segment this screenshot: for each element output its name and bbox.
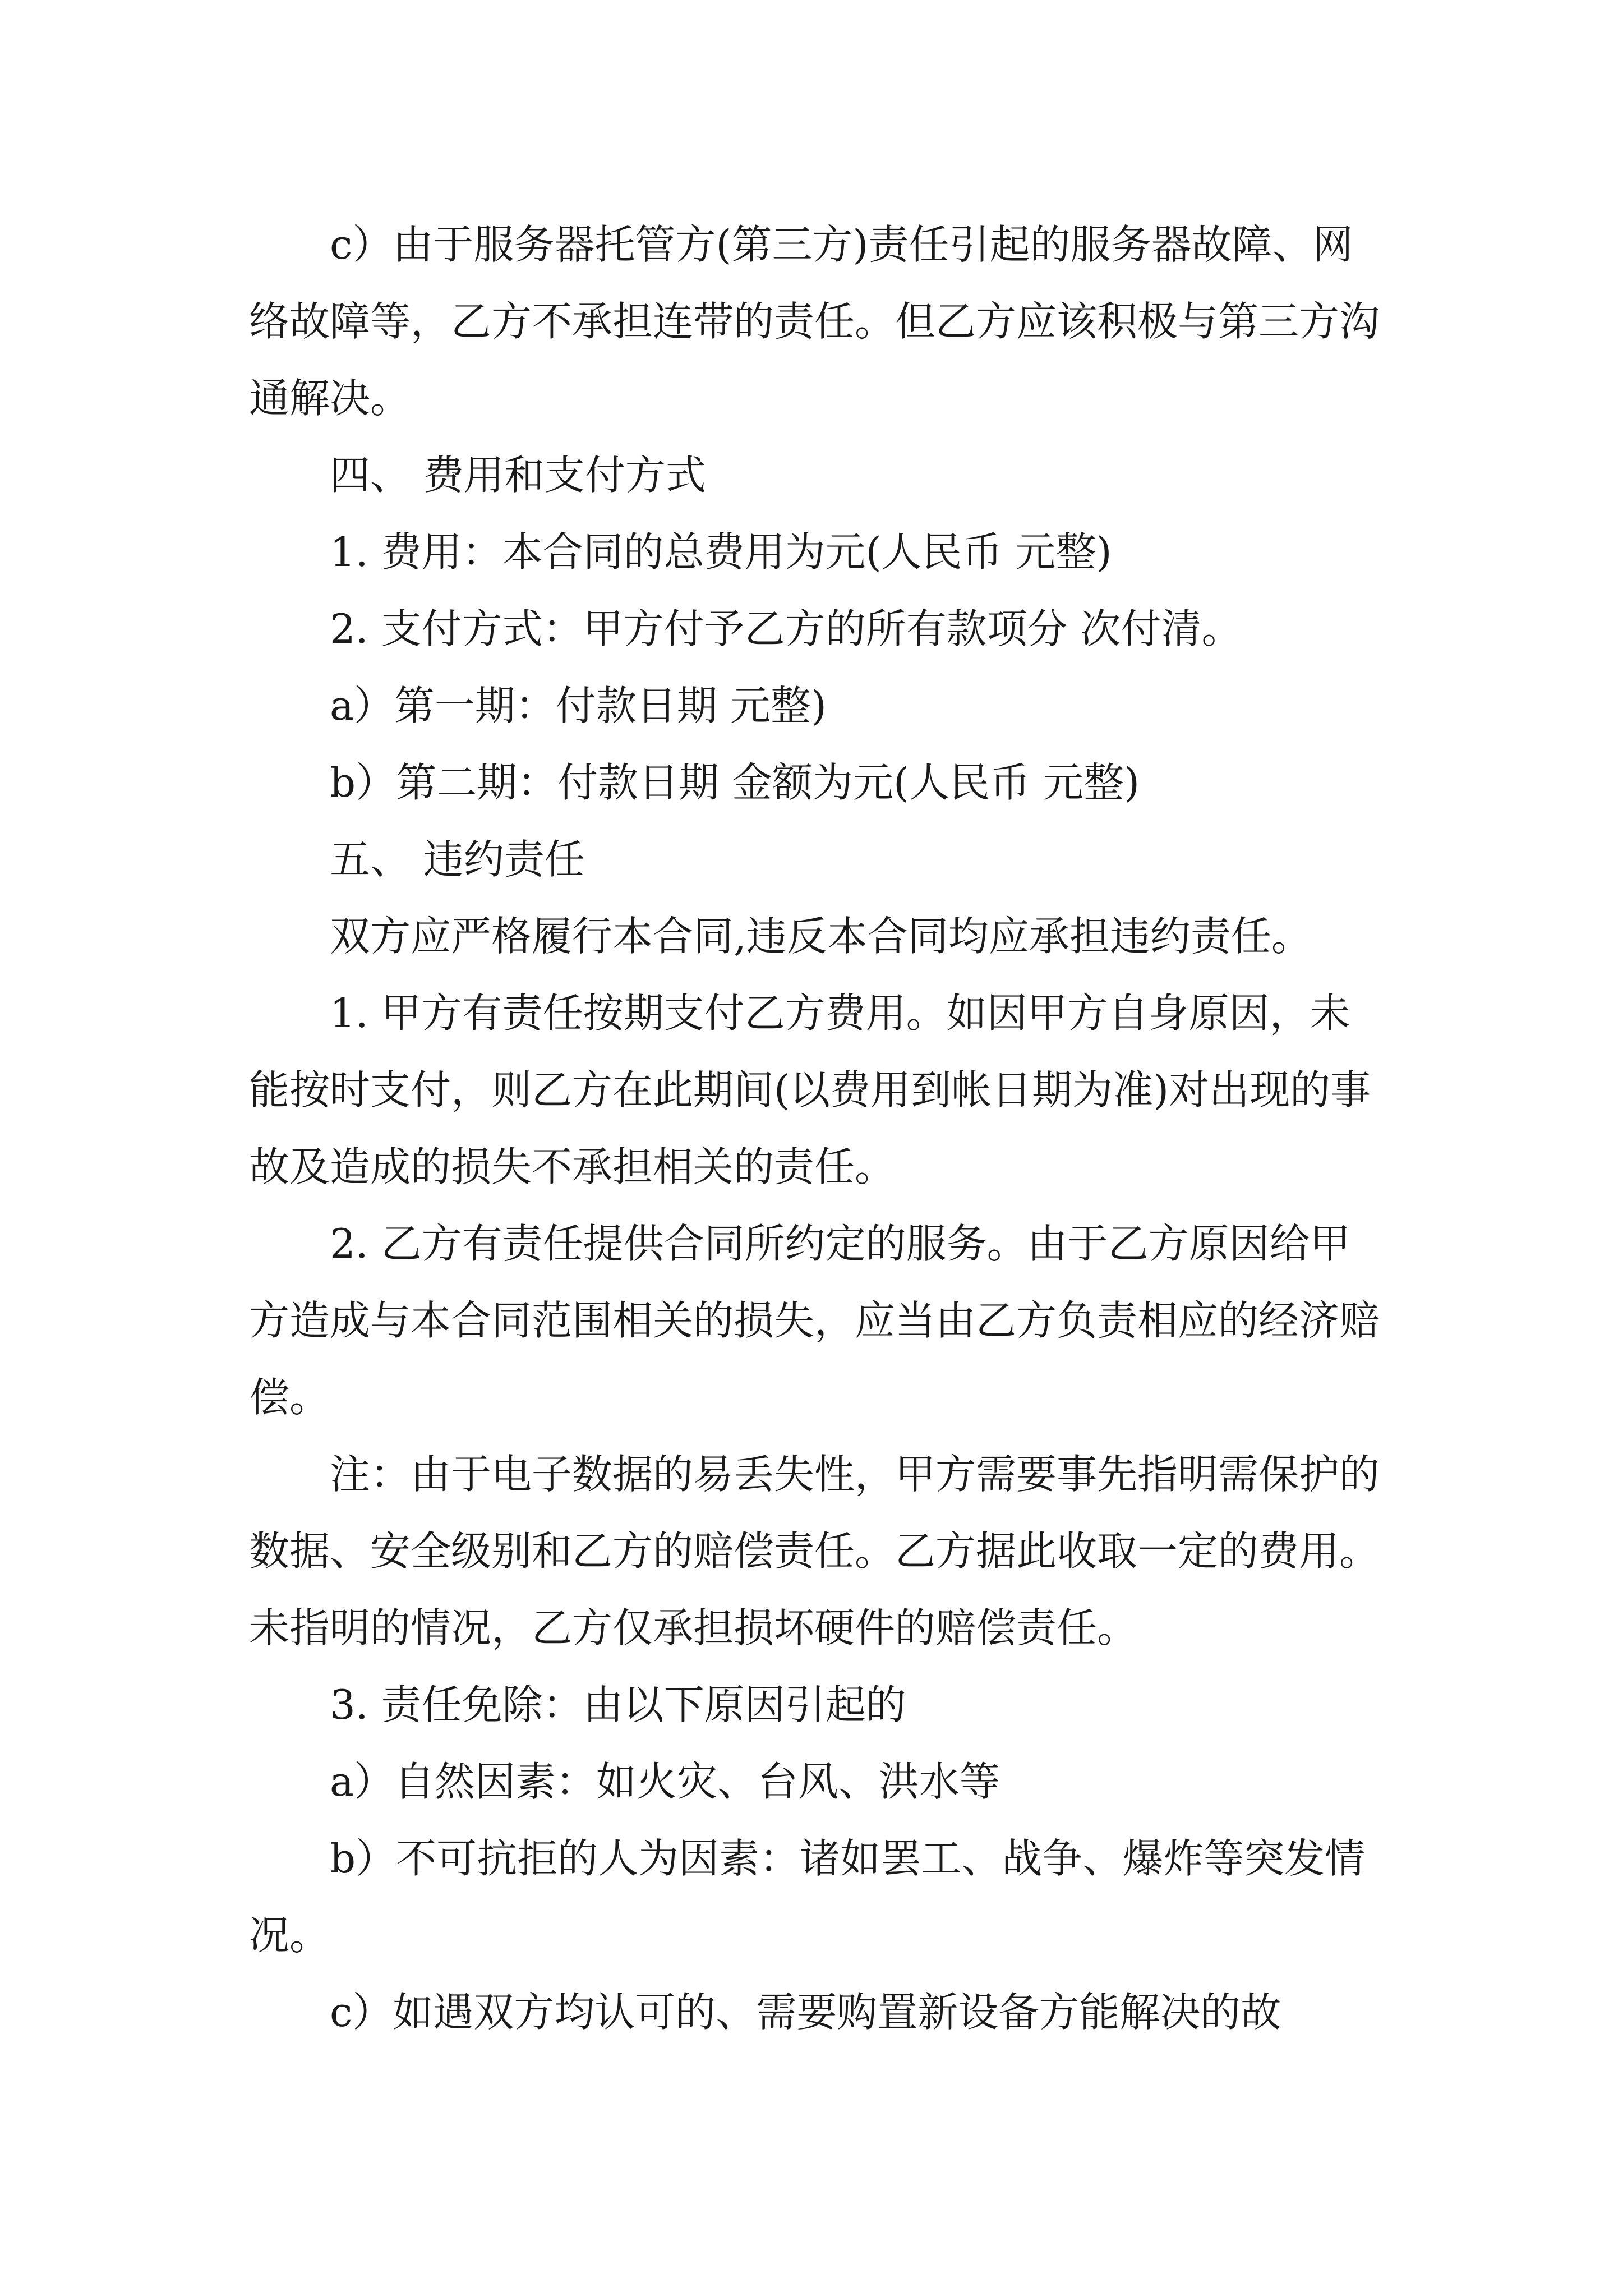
clause-c-third-party-liability: c）由于服务器托管方(第三方)责任引起的服务器故障、网络故障等，乙方不承担连带的责任。但乙方应该积极与第三方沟通解决。 [249,221,1380,422]
clause-party-a-payment-duty: 1. 甲方有责任按期支付乙方费用。如因甲方自身原因，未能按时支付，则乙方在此期间(以费用到帐日期为准)对出现的事故及造成的损失不承担相关的责任。 [249,990,1371,1190]
clause-exemption-new-equipment: c）如遇双方均认可的、需要购置新设备方能解决的故 [330,1989,1281,2036]
note-data-protection: 注：由于电子数据的易丢失性，甲方需要事先指明需保护的数据、安全级别和乙方的赔偿责任。乙方据此收取一定的费用。未指明的情况，乙方仅承担损坏硬件的赔偿责任。 [249,1451,1380,1651]
clause-party-b-service-duty: 2. 乙方有责任提供合同所约定的服务。由于乙方原因给甲方造成与本合同范围相关的损失，应当由乙方负责相应的经济赔偿。 [249,1220,1380,1421]
clause-first-installment: a）第一期：付款日期 元整) [330,682,827,729]
clause-exemption-natural: a）自然因素：如火灾、台风、洪水等 [330,1758,1000,1805]
section-heading-breach-liability: 五、 违约责任 [330,836,585,883]
clause-second-installment: b）第二期：付款日期 金额为元(人民币 元整) [330,759,1140,806]
section-heading-fees-payment: 四、 费用和支付方式 [330,452,706,499]
clause-payment-method: 2. 支付方式：甲方付予乙方的所有款项分 次付清。 [330,605,1242,652]
clause-fee-total: 1. 费用：本合同的总费用为元(人民币 元整) [330,528,1112,576]
document-body [249,206,1380,2051]
clause-liability-exemption: 3. 责任免除：由以下原因引起的 [330,1681,906,1728]
clause-breach-general: 双方应严格履行本合同,违反本合同均应承担违约责任。 [330,913,1312,960]
clause-exemption-human-force: b）不可抗拒的人为因素：诸如罢工、战争、爆炸等突发情况。 [249,1835,1366,1959]
